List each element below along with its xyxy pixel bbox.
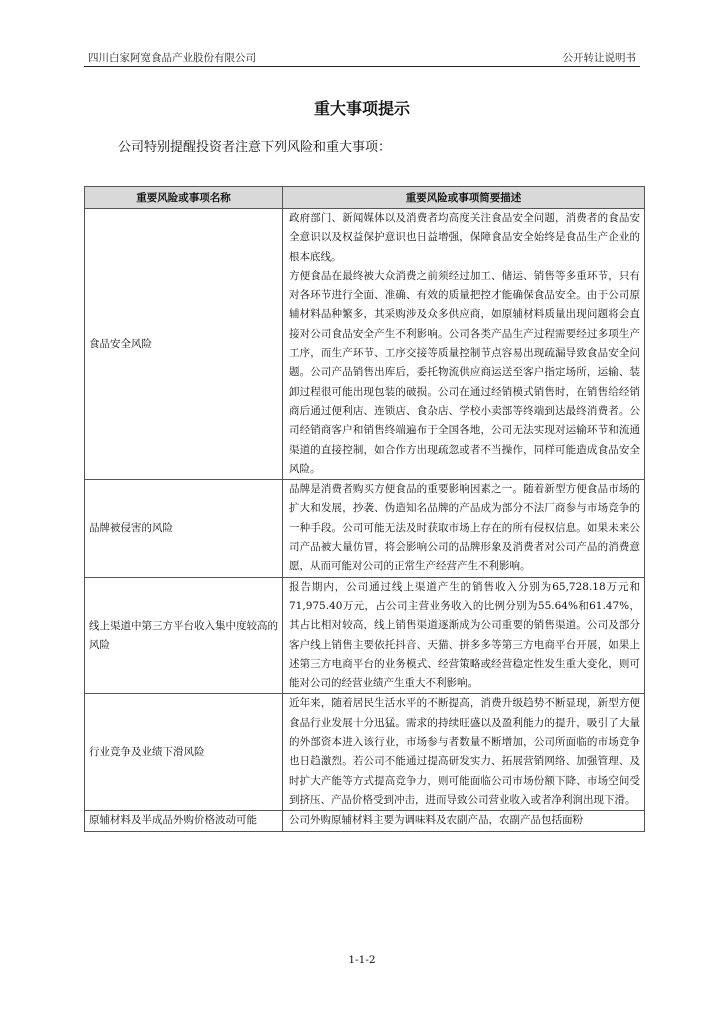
- table-row: [85, 209, 645, 480]
- risk-description: [283, 577, 645, 694]
- risk-name: 原辅材料及半成品外购价格波动可能: [85, 811, 283, 831]
- risk-description: [283, 480, 645, 577]
- risk-description: [283, 694, 645, 811]
- header-document-type: 公开转让说明书: [562, 52, 636, 64]
- table-header-row: [85, 187, 645, 209]
- table-row: [85, 577, 645, 694]
- header-divider: [84, 66, 640, 67]
- table-row: [85, 480, 645, 577]
- table-row: [85, 694, 645, 811]
- risk-name: 行业竞争及业绩下滑风险: [85, 694, 283, 811]
- description-paragraph: 公司外购原辅材料主要为调味料及农副产品，农副产品包括面粉: [289, 814, 583, 827]
- risk-name: 线上渠道中第三方平台收入集中度较高的风险: [85, 577, 283, 694]
- header-company-name: 四川白家阿宽食品产业股份有限公司: [88, 52, 256, 64]
- risk-description: [283, 209, 645, 480]
- description-paragraph: 近年来，随着居民生活水平的不断提高，消费升级趋势不断显现，新型方便食品行业发展十分迅猛。需求的持续旺盛以及盈利能力的提升，吸引了大量的外部资本进入该行业，市场参与者数量不断增加，公司所面临的市场竞争也日趋激烈。若公司不能通过提高研发实力、拓展营销网络、加强管理、及时扩大产能等方式提高竞争力，则可能面临公司市场份额下降、市场空间受到挤压、产品价格受到冲击，进而导致公司营业收入或者净利润出现下滑。: [289, 697, 640, 806]
- column-header-risk-name: 重要风险或事项名称: [85, 187, 283, 209]
- risk-description: [283, 811, 645, 831]
- description-paragraph: 政府部门、新闻媒体以及消费者均高度关注食品安全问题，消费者的食品安全意识以及权益保护意识也日益增强，保障食品安全始终是食品生产企业的根本底线。: [289, 212, 640, 263]
- risk-name: 品牌被侵害的风险: [85, 480, 283, 577]
- risk-table: [84, 186, 645, 832]
- description-paragraph: 报告期内，公司通过线上渠道产生的销售收入分别为65,728.18万元和71,975.40万元，占公司主营业务收入的比例分别为55.64%和61.47%，其占比相对较高，线上销售渠道逐渐成为公司重要的销售渠道。公司及部分客户线上销售主要依托抖音、天猫、拼多多等第三方电商平台开展，如果上述第三方电商平台的业务模式、经营策略或经营稳定性发生重大变化，则可能对公司的经营业绩产生重大不利影响。: [289, 580, 640, 690]
- risk-name: 食品安全风险: [85, 209, 283, 480]
- intro-text: 公司特别提醒投资者注意下列风险和重大事项：: [118, 140, 392, 155]
- table-row: [85, 811, 645, 831]
- column-header-risk-description: 重要风险或事项简要描述: [283, 187, 645, 209]
- description-paragraph: 方便食品在最终被大众消费之前须经过加工、储运、销售等多重环节，只有对各环节进行全面、准确、有效的质量把控才能确保食品安全。由于公司原辅材料品种繁多，其采购涉及众多供应商，如原辅材料质量出现问题将会直接对公司食品安全产生不利影响。公司各类产品生产过程需要经过多项生产工序，而生产环节、工序交接等质量控制节点容易出现疏漏导致食品安全问题。公司产品销售出库后，委托物流供应商运送至客户指定场所，运输、装卸过程很可能出现包装的破损。公司在通过经销模式销售时，在销售给经销商后通过便利店、连锁店、食杂店、学校小卖部等终端到达最终消费者。公司经销商客户和销售终端遍布于全国各地，公司无法实现对运输环节和流通渠道的直接控制，如合作方出现疏忽或者不当操作，同样可能造成食品安全风险。: [289, 269, 640, 475]
- page-number: 1-1-2: [348, 954, 376, 966]
- description-paragraph: 品牌是消费者购买方便食品的重要影响因素之一。随着新型方便食品市场的扩大和发展，抄袭、伪造知名品牌的产品成为部分不法厂商参与市场竞争的一种手段。公司可能无法及时获取市场上存在的所有侵权信息。如果未来公司产品被大量仿冒，将会影响公司的品牌形象及消费者对公司产品的消费意愿，从而可能对公司的正常生产经营产生不利影响。: [289, 483, 640, 573]
- page-title: 重大事项提示: [313, 99, 410, 118]
